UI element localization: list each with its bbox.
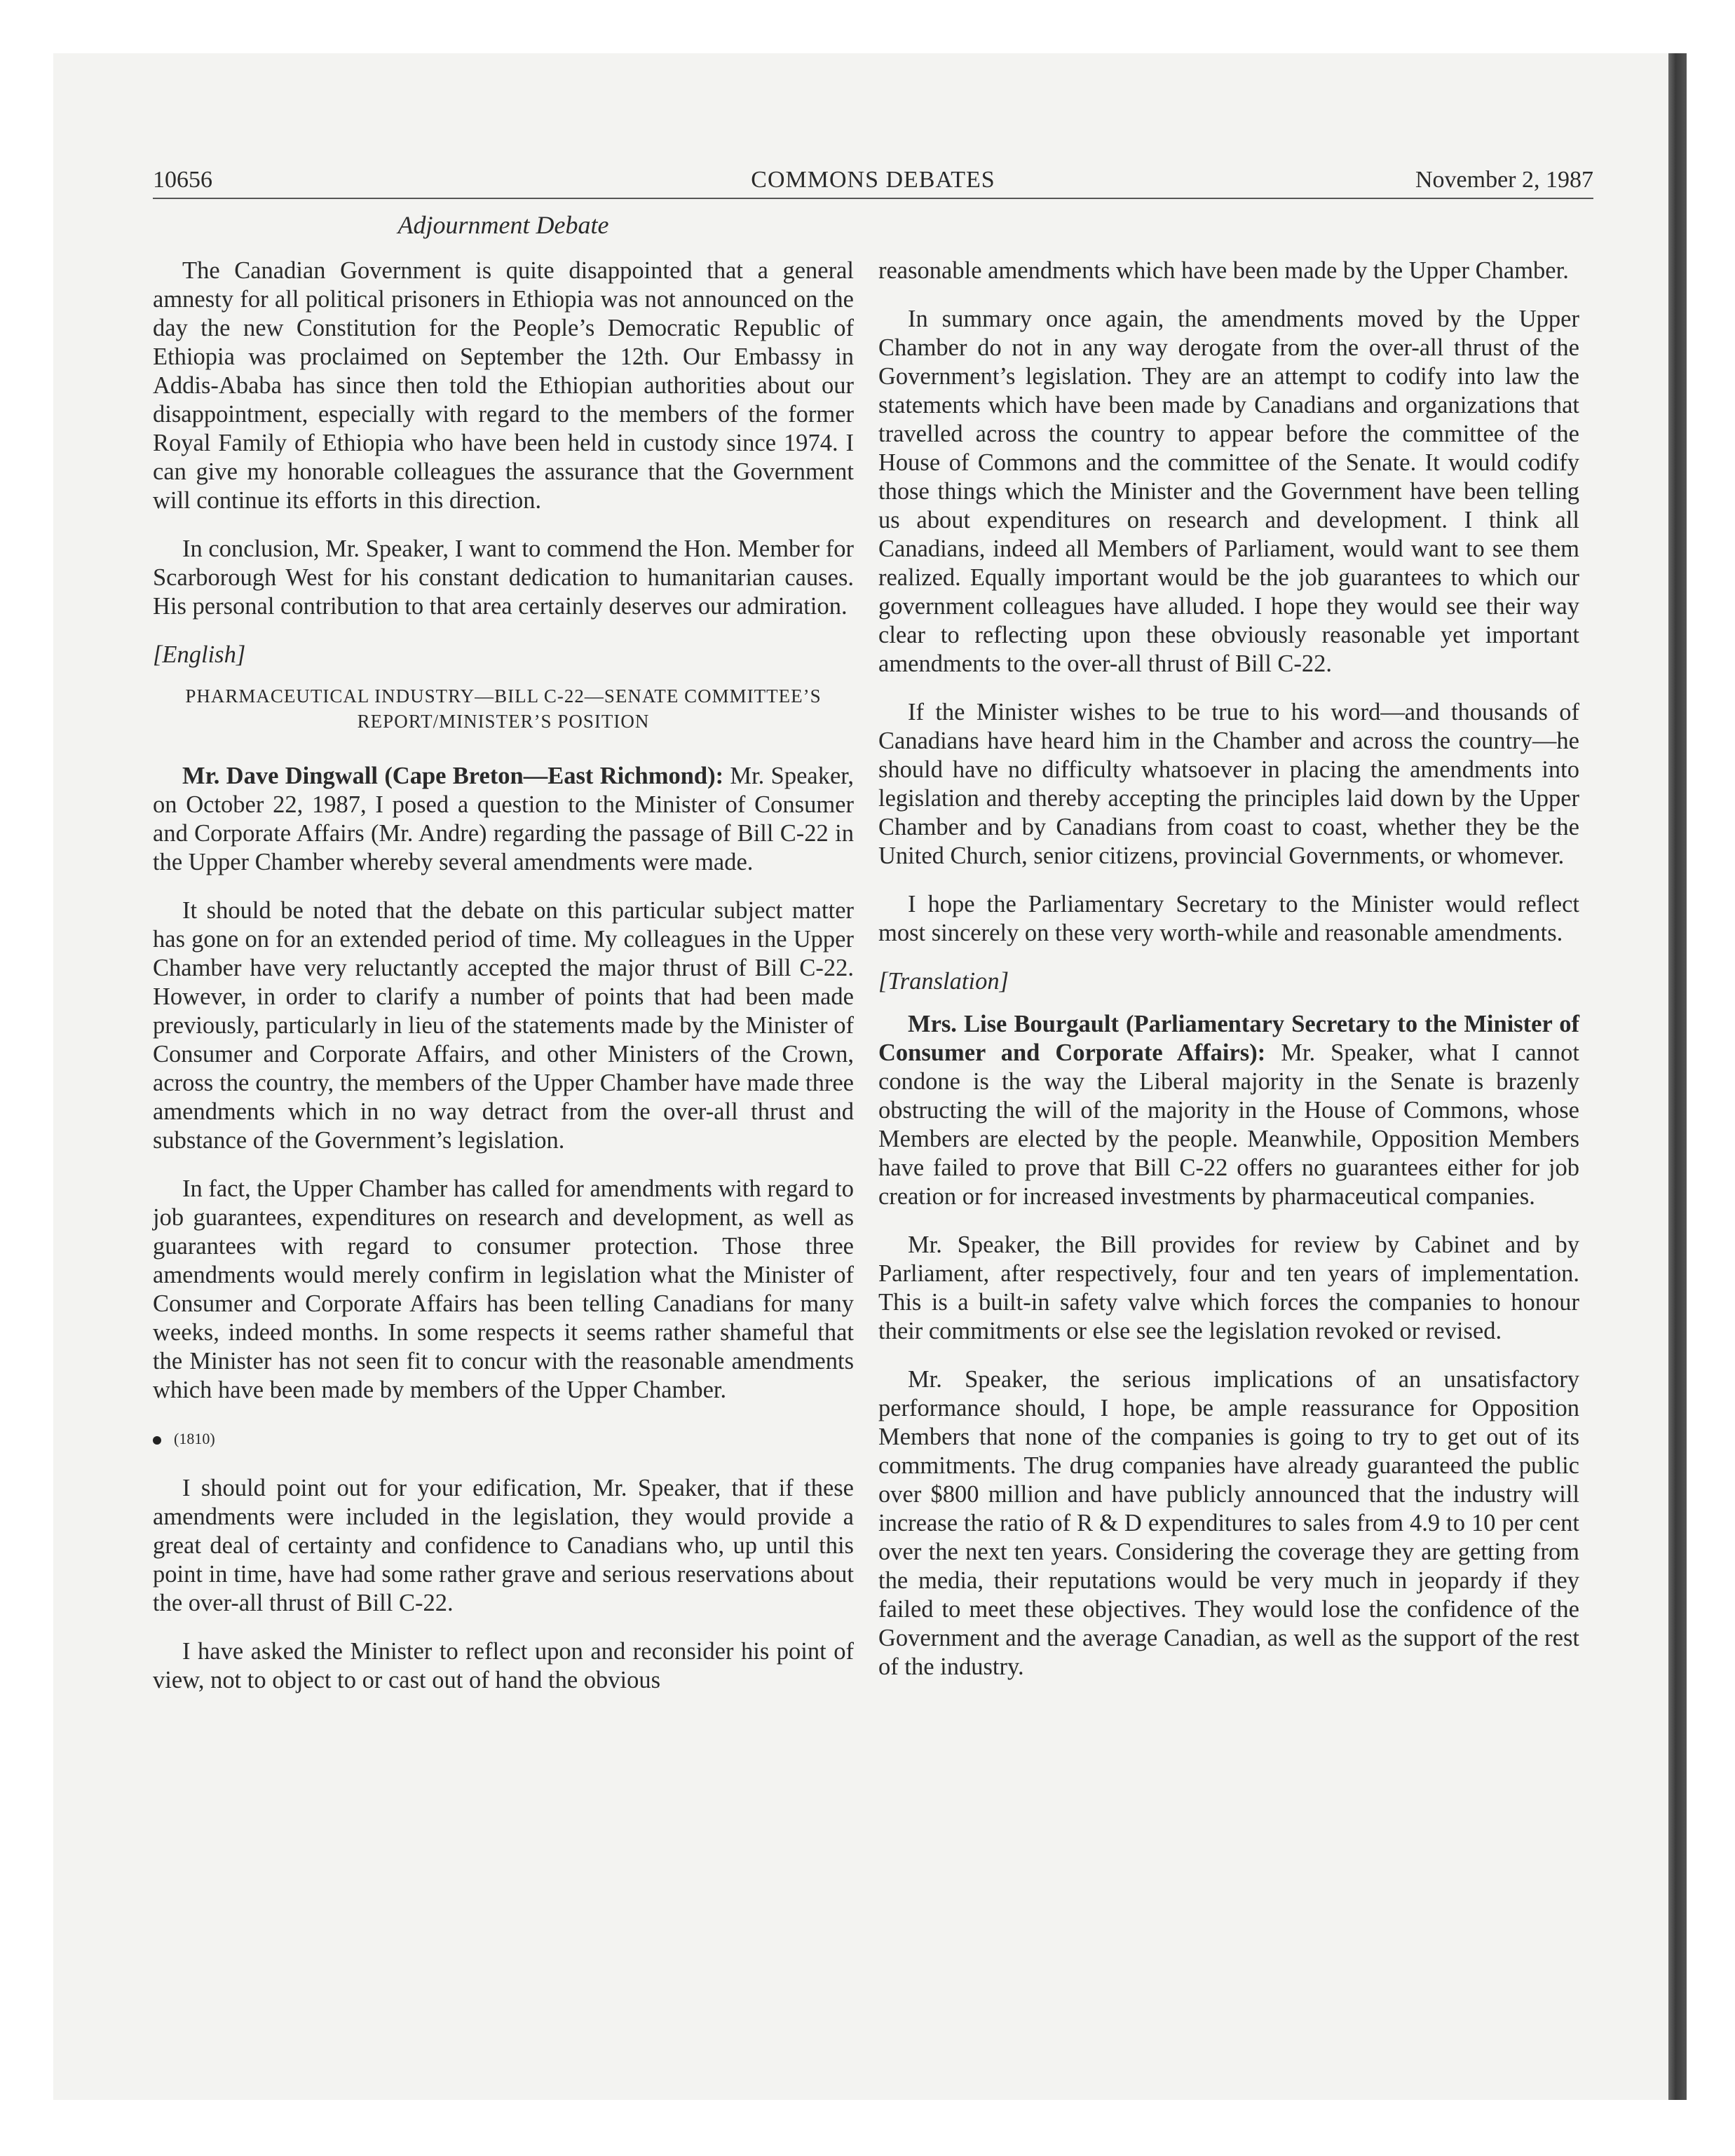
journal-title: COMMONS DEBATES xyxy=(751,167,995,193)
bullet-icon xyxy=(153,1436,161,1445)
paragraph: In fact, the Upper Chamber has called for amendments with regard to job guarantees, expenditures on research and development, as well as guarantees with regard to consumer protection. Those three amendments would merely confirm in legislation what the Minister of Consumer and Corporate Affairs has been telling Canadians for many weeks, indeed months. In some respects it seems rather shameful that the Minister has not seen fit to concur with the reasonable amendments which have been made by members of the Upper Chamber. xyxy=(153,1175,854,1403)
section-title: Adjournment Debate xyxy=(397,211,609,239)
timestamp xyxy=(153,1424,854,1453)
paragraph: If the Minister wishes to be true to his word—and thousands of Canadians have heard him in the Chamber and across the country—he should have no difficulty whatsoever in placing the amendments into legislation and thereby accepting the principles laid down by the Upper Chamber and by Canadians from coast to coast, whether they be the United Church, senior citizens, provincial Governments, or whomever. xyxy=(878,699,1579,869)
paragraph: In summary once again, the amendments moved by the Upper Chamber do not in any way derogate from the over-all thrust of the Government’s legislation. They are an attempt to codify into law the statements which have been made by Canadians and organizations that travelled across the country to appear before the committee of the House of Commons and the committee of the Senate. It would codify those things which the Minister and the Government have been telling us about expenditures on research and development. I think all Canadians, indeed all Members of Parliament, would want to see them realized. Equally important would be the job guarantees to which our government colleagues have alluded. I hope they would see their way clear to reflecting upon these obviously reasonable yet important amendments to the over-all thrust of Bill C-22. xyxy=(878,306,1579,677)
paragraph: The Canadian Government is quite disappointed that a general amnesty for all political prisoners in Ethiopia was not announced on the day the new Constitution for the People’s Democratic Republic of Ethiopia was proclaimed on September the 12th. Our Embassy in Addis-Ababa has since then told the Ethiopian authorities about our disappointment, especially with regard to the members of the former Royal Family of Ethiopia who have been held in custody since 1974. I can give my honorable colleagues the assurance that the Government will continue its efforts in this direction. xyxy=(153,257,854,514)
left-column xyxy=(153,257,854,1714)
paragraph: I should point out for your edification, Mr. Speaker, that if these amendments were included in the legislation, they would provide a great deal of certainty and confidence to Canadians who, up until this point in time, have had some rather grave and serious reservations about the over-all thrust of Bill C-22. xyxy=(153,1475,854,1616)
right-column xyxy=(878,257,1579,1701)
paragraph xyxy=(878,1010,1579,1211)
timestamp-text: (1810) xyxy=(174,1430,215,1447)
paragraph xyxy=(153,762,854,877)
language-marker: [English] xyxy=(153,641,246,668)
page-number: 10656 xyxy=(153,167,212,193)
paragraph: It should be noted that the debate on this particular subject matter has gone on for an extended period of time. My colleagues in the Upper Chamber have very reluctantly accepted the major thrust of Bill C-22. However, in order to clarify a number of points that had been made previously, particularly in lieu of the statements made by the Minister of Consumer and Corporate Affairs, and other Ministers of the Crown, across the country, the members of the Upper Chamber have made three amendments which in no way detract from the over-all thrust and substance of the Government’s legislation. xyxy=(153,897,854,1154)
debate-subject-heading: PHARMACEUTICAL INDUSTRY—BILL C-22—SENATE COMMITTEE’S REPORT/MINISTER’S POSITION xyxy=(185,685,822,732)
speaker-name: Mrs. Lise Bourgault (Parliamentary Secretary to the Minister of Consumer and Corporate Affairs): xyxy=(878,1011,1579,1066)
paragraph: reasonable amendments which have been made by the Upper Chamber. xyxy=(878,257,1569,284)
language-marker: [Translation] xyxy=(878,968,1009,995)
paragraph: I hope the Parliamentary Secretary to the Minister would reflect most sincerely on these very worth-while and reasonable amendments. xyxy=(878,891,1579,946)
paragraph: In conclusion, Mr. Speaker, I want to commend the Hon. Member for Scarborough West for his constant dedication to humanitarian causes. His personal contribution to that area certainly deserves our admiration. xyxy=(153,535,854,620)
header-rule xyxy=(153,198,1593,199)
paragraph: Mr. Speaker, the serious implications of an unsatisfactory performance should, I hope, be ample reassurance for Opposition Members that none of the companies is going to try to get out of its commitments. The drug companies have already guaranteed the public over $800 million and have publicly announced that the industry will increase the ratio of R & D expenditures to sales from 4.9 to 10 per cent over the next ten years. Considering the coverage they are getting from the media, their reputations would be very much in jeopardy if they failed to meet these objectives. They would lose the confidence of the Government and the average Canadian, as well as the support of the rest of the industry. xyxy=(878,1366,1579,1680)
speech-text: Mr. Speaker, on October 22, 1987, I posed a question to the Minister of Consumer and Corporate Affairs (Mr. Andre) regarding the passage of Bill C-22 in the Upper Chamber whereby several amendments were made. xyxy=(153,763,854,875)
speaker-name: Mr. Dave Dingwall (Cape Breton—East Richmond): xyxy=(182,763,724,789)
paragraph: I have asked the Minister to reflect upon and reconsider his point of view, not to object to or cast out of hand the obvious xyxy=(153,1638,854,1693)
paragraph: Mr. Speaker, the Bill provides for review by Cabinet and by Parliament, after respectively, four and ten years of implementation. This is a built-in safety valve which forces the companies to honour their commitments or else see the legislation revoked or revised. xyxy=(878,1231,1579,1344)
running-head xyxy=(153,161,1593,199)
speech-text: Mr. Speaker, what I cannot condone is the way the Liberal majority in the Senate is brazenly obstructing the will of the majority in the House of Commons, whose Members are elected by the people. Meanwhile, Opposition Members have failed to prove that Bill C-22 offers no guarantees either for job creation or for increased investments by pharmaceutical companies. xyxy=(878,1039,1579,1210)
page-binding-edge xyxy=(1668,53,1687,2100)
issue-date: November 2, 1987 xyxy=(1415,167,1593,193)
